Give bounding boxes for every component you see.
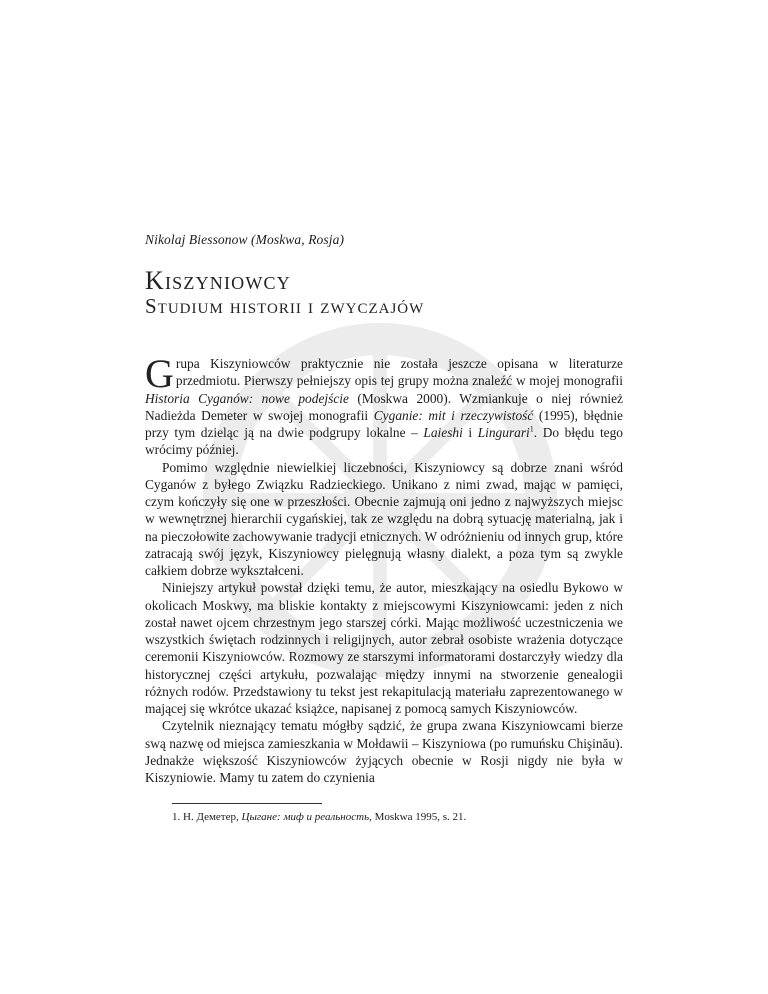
drop-cap: G — [145, 351, 174, 396]
article-subtitle: Studium historii i zwyczajów — [145, 294, 425, 318]
article-title: Kiszyniowcy — [145, 266, 291, 295]
author-line: Nikolaj Biessonow (Moskwa, Rosja) — [145, 232, 345, 247]
article-body — [145, 351, 623, 786]
footnote-ref[interactable]: 1 — [529, 424, 534, 434]
footnote-divider — [172, 803, 322, 804]
paragraph-3: Niniejszy artykuł powstał dzięki temu, że autor, mieszkający na osiedlu Bykowo w okolicach Moskwy, ma bliskie kontakty z miejscowymi Kiszyniowcami: jeden z nich został nawet ojcem chrzestnym jego starszej córki. Mając możliwość uczestniczenia we wszystkich świętach rodzinnych i religijnych, autor zebrał osobiste wrażenia dotyczące ceremonii Kiszyniowców. Rozmowy ze starszymi informatorami dostarczyły wiedzy dla historycznej części artykułu, pozwalając między innymi na stworzenie genealogii różnych rodów. Przedstawiony tu tekst jest rekapitulacją materiału zaprezentowanego w mającej się wkrótce ukazać książce, napisanej z pomocą samych Kiszyniowców. — [145, 580, 623, 716]
paragraph-4: Czytelnik nieznający tematu mógłby sądzić, że grupa zwana Kiszyniowcami bierze swą nazwę od miejsca zamieszkania w Mołdawii – Kiszyniowa (po rumuńsku Chişinău). Jednakże większość Kiszyniowców żyjących obecnie w Rosji nigdy nie była w Kiszyniowie. Mamy tu zatem do czynienia — [145, 718, 623, 785]
paragraph-1: Grupa Kiszyniowców praktycznie nie została jeszcze opisana w literaturze przedmiotu. Pierwszy pełniejszy opis tej grupy można znaleźć w mojej monografii Historia Cyganów: nowe podejście (Moskwa 2000). Wzmiankuje o niej również Nadieżda Demeter w swojej monografii Cyganie: mit i rzeczywistość (1995), błędnie przy tym dzieląc ją na dwie podgrupy lokalne – Laieshi i Lingurari$^1$. Do błędu tego wrócimy później. — [145, 351, 623, 458]
paragraph-2: Pomimo względnie niewielkiej liczebności, Kiszyniowcy są dobrze znani wśród Cyganów z byłego Związku Radzieckiego. Unikano z nimi zwad, mając w pamięci, czym kończyły się one w przeszłości. Obecnie zajmują oni jedno z najwyższych miejsc w wewnętrznej hierarchii cygańskiej, tak ze względu na dobrą sytuację materialną, jak i na pieczołowite zachowywanie tradycji etnicznych. W odróżnieniu od innych grup, które zatracają swój język, Kiszyniowcy pielęgnują własny dialekt, a poza tym są zwykle całkiem dobrze wykształceni. — [145, 459, 623, 578]
footnote: 1. Н. Деметер, Цыгане: миф и реальность, Moskwa 1995, s. 21. — [172, 811, 467, 823]
